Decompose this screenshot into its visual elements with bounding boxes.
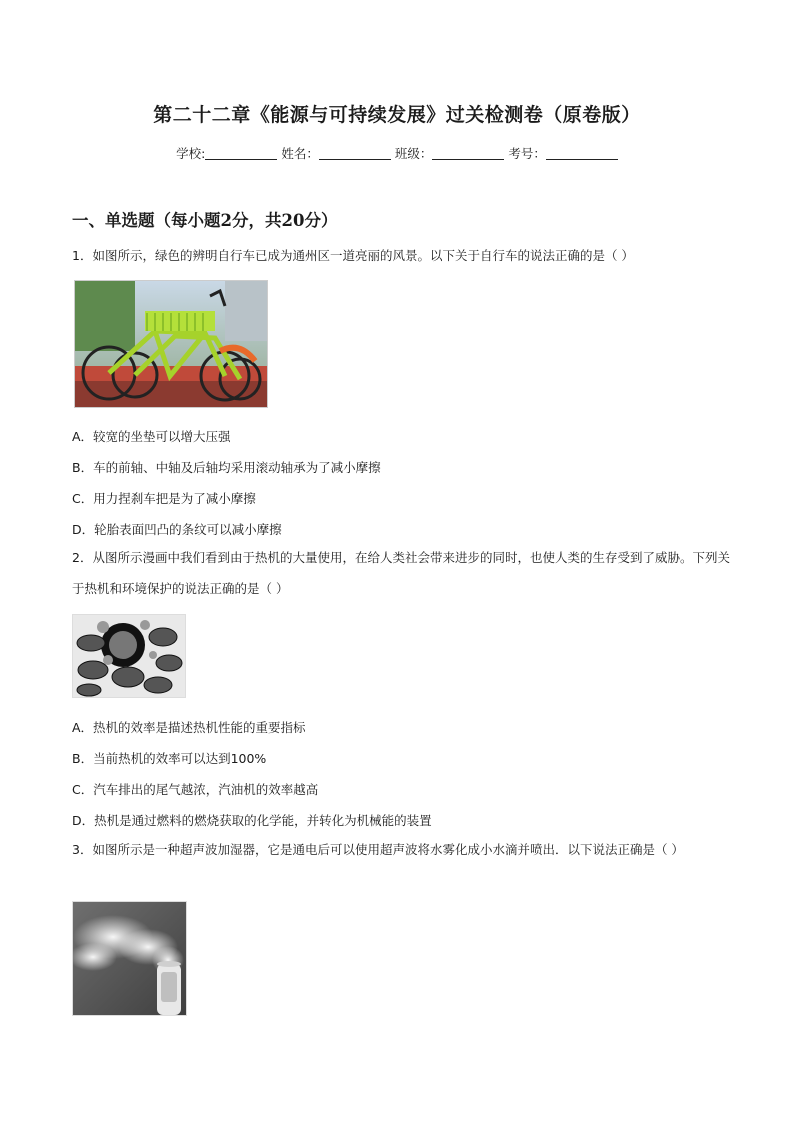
q2-option-a: A．热机的效率是描述热机性能的重要指标: [72, 720, 306, 735]
school-label: 学校:: [176, 146, 206, 161]
q1-option-b: B．车的前轴、中轴及后轴均采用滚动轴承为了减小摩擦: [72, 460, 381, 475]
question-1-stem: 1．如图所示，绿色的辨明自行车已成为通州区一道亮丽的风景。以下关于自行车的说法正确的是（ ）: [72, 248, 634, 263]
humidifier-photo: [73, 902, 186, 1015]
number-label: 考号：: [508, 146, 546, 161]
cartoon-illustration: [73, 615, 185, 697]
question-3-stem: 3．如图所示是一种超声波加湿器，它是通电后可以使用超声波将水雾化成小水滴并喷出．以下说法正确是（ ）: [72, 842, 684, 857]
humidifier-image: [72, 901, 187, 1016]
page-title: 第二十二章《能源与可持续发展》过关检测卷（原卷版）: [153, 104, 641, 126]
question-2-stem: 2．从图所示漫画中我们看到由于热机的大量使用，在给人类社会带来进步的同时，也使人类的生存受到了威胁。下列关于热机和环境保护的说法正确的是（ ）: [72, 550, 730, 596]
q2-option-d: D．热机是通过燃料的燃烧获取的化学能，并转化为机械能的装置: [72, 813, 432, 828]
number-blank: [546, 147, 618, 160]
cartoon-image: [72, 614, 186, 698]
name-label: 姓名：: [281, 146, 319, 161]
section-title: 一、单选题（每小题2分，共20分）: [72, 211, 338, 230]
school-blank: [205, 147, 277, 160]
q2-option-c: C．汽车排出的尾气越浓，汽油机的效率越高: [72, 782, 319, 797]
name-blank: [319, 147, 391, 160]
q1-option-a: A．较宽的坐垫可以增大压强: [72, 429, 231, 444]
class-label: 班级：: [394, 146, 433, 161]
bicycle-image: [74, 280, 268, 408]
q2-option-b: B．当前热机的效率可以达到100%: [72, 751, 267, 766]
class-blank: [432, 147, 504, 160]
student-info-line: [0, 144, 794, 162]
bicycle-photo: [75, 281, 267, 407]
q1-option-d: D．轮胎表面凹凸的条纹可以减小摩擦: [72, 522, 282, 537]
q1-option-c: C．用力捏刹车把是为了减小摩擦: [72, 491, 256, 506]
